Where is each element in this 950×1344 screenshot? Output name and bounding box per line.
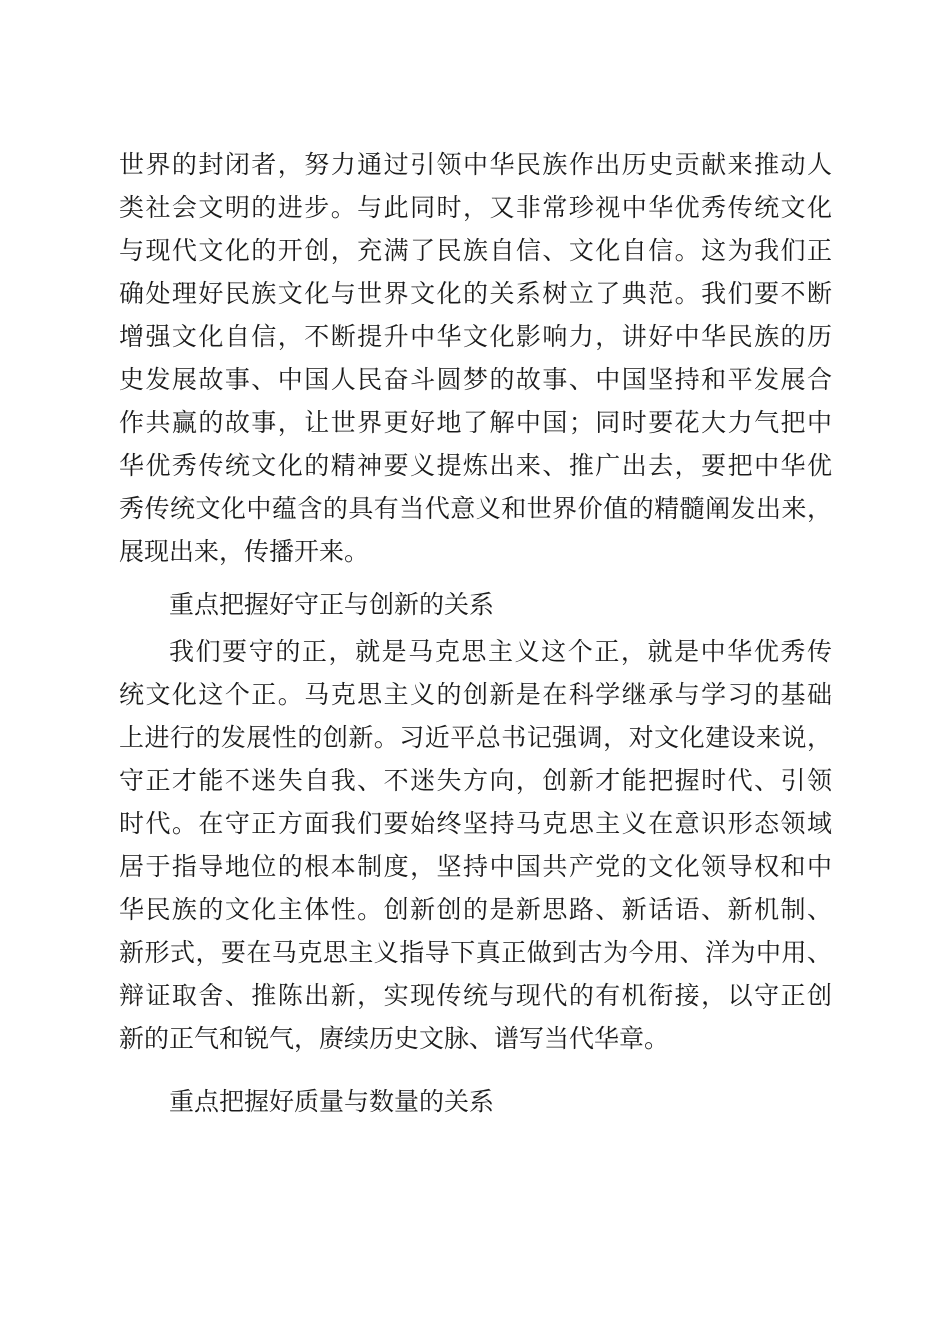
text-line: 华民族的文化主体性。创新创的是新思路、新话语、新机制、 (119, 895, 832, 924)
text-line: 我们要守的正，就是马克思主义这个正，就是中华优秀传 (169, 637, 832, 666)
text-line: 确处理好民族文化与世界文化的关系树立了典范。我们要不断 (119, 279, 832, 308)
section-heading-quality: 重点把握好质量与数量的关系 (169, 1087, 495, 1116)
text-line: 上进行的发展性的创新。习近平总书记强调，对文化建设来说， (119, 723, 832, 752)
text-line: 作共赢的故事，让世界更好地了解中国；同时要花大力气把中 (119, 408, 832, 437)
text-line: 守正才能不迷失自我、不迷失方向，创新才能把握时代、引领 (119, 766, 832, 795)
text-line: 秀传统文化中蕴含的具有当代意义和世界价值的精髓阐发出来， (119, 494, 832, 523)
text-line: 新形式，要在马克思主义指导下真正做到古为今用、洋为中用、 (119, 938, 832, 967)
text-line: 类社会文明的进步。与此同时，又非常珍视中华优秀传统文化 (119, 193, 832, 222)
text-line: 辩证取舍、推陈出新，实现传统与现代的有机衔接，以守正创 (119, 981, 832, 1010)
text-line: 与现代文化的开创，充满了民族自信、文化自信。这为我们正 (119, 236, 832, 265)
text-line: 史发展故事、中国人民奋斗圆梦的故事、中国坚持和平发展合 (119, 365, 832, 394)
text-line: 华优秀传统文化的精神要义提炼出来、推广出去，要把中华优 (119, 451, 832, 480)
text-line: 展现出来，传播开来。 (119, 537, 370, 566)
text-line: 新的正气和锐气，赓续历史文脉、谱写当代华章。 (119, 1024, 670, 1053)
section-heading-innovation: 重点把握好守正与创新的关系 (169, 590, 495, 619)
text-line: 统文化这个正。马克思主义的创新是在科学继承与学习的基础 (119, 680, 832, 709)
text-line: 居于指导地位的根本制度，坚持中国共产党的文化领导权和中 (119, 852, 832, 881)
text-line: 世界的封闭者，努力通过引领中华民族作出历史贡献来推动人 (119, 150, 832, 179)
text-line: 增强文化自信，不断提升中华文化影响力，讲好中华民族的历 (119, 322, 832, 351)
text-line: 时代。在守正方面我们要始终坚持马克思主义在意识形态领域 (119, 809, 832, 838)
